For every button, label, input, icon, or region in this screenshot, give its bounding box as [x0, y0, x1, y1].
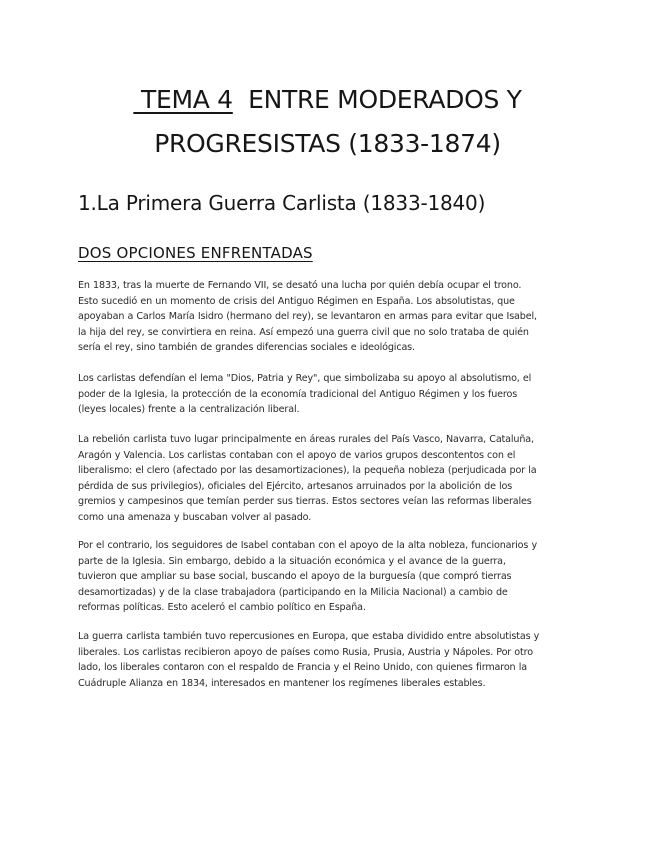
paragraph-line: parte de la Iglesia. Sin embargo, debido a la situación económica y el avance de la guerra, [78, 555, 506, 567]
document-title-text-1: ENTRE MODERADOS Y [232, 85, 522, 114]
paragraph-line: sería el rey, sino también de grandes diferencias sociales e ideológicas. [78, 342, 415, 353]
paragraph-line: Por el contrario, los seguidores de Isabel contaban con el apoyo de la alta nobleza, funcionarios y [78, 540, 537, 551]
paragraph-line: reformas políticas. Esto aceleró el cambio político en España. [78, 602, 366, 613]
paragraph-1 [78, 278, 580, 356]
paragraph-line: la hija del rey, se convirtiera en reina. Así empezó una guerra civil que no solo trataba de quién [78, 326, 529, 338]
paragraph-line: como una amenaza y buscaban volver al pasado. [78, 511, 312, 523]
paragraph-line: liberales. Los carlistas recibieron apoyo de países como Rusia, Prusia, Austria y Nápoles. Por otro [78, 646, 533, 658]
paragraph-line: Aragón y Valencia. Los carlistas contaban con el apoyo de varios grupos descontentos con el [78, 449, 516, 461]
paragraph-line: liberalismo: el clero (afectado por las desamortizaciones), la pequeña nobleza (perjudicada por la [78, 465, 537, 476]
paragraph-line: poder de la Iglesia, la protección de la economía tradicional del Antiguo Régimen y los fueros [78, 388, 518, 400]
document-title-line-2: PROGRESISTAS (1833-1874) [154, 129, 501, 158]
subsection-heading: DOS OPCIONES ENFRENTADAS [78, 244, 313, 262]
paragraph-line: (leyes locales) frente a la centralización liberal. [78, 404, 300, 415]
paragraph-line: apoyaban a Carlos María Isidro (hermano del rey), se levantaron en armas para evitar que Isabel, [78, 311, 537, 322]
paragraph-line: tuvieron que ampliar su base social, buscando el apoyo de la burguesía (que compró tierras [78, 571, 512, 582]
paragraph-line: pérdida de sus privilegios), oficiales del Ejército, artesanos arruinados por la abolición de los [78, 480, 513, 492]
paragraph-line: Los carlistas defendían el lema "Dios, Patria y Rey", que simbolizaba su apoyo al absolutismo, el [78, 373, 532, 384]
paragraph-line: Esto sucedió en un momento de crisis del Antiguo Régimen en España. Los absolutistas, que [78, 295, 515, 307]
paragraph-2 [78, 371, 580, 418]
paragraph-line: En 1833, tras la muerte de Fernando VII, se desató una lucha por quién debía ocupar el trono. [78, 280, 522, 291]
paragraph-line: La guerra carlista también tuvo repercusiones en Europa, que estaba dividido entre absolutistas y [78, 631, 540, 642]
paragraph-line: lado, los liberales contaron con el respaldo de Francia y el Reino Unido, con quienes firmaron la [78, 662, 527, 673]
paragraph-4 [78, 538, 580, 616]
paragraph-line: desamortizadas) y de la clase trabajadora (participando en la Milicia Nacional) a cambio de [78, 586, 508, 598]
section-heading: 1.La Primera Guerra Carlista (1833-1840) [78, 191, 486, 215]
paragraph-line: Cuádruple Alianza en 1834, interesados en mantener los regímenes liberales estables. [78, 677, 486, 689]
paragraph-5 [78, 629, 580, 691]
paragraph-line: gremios y campesinos que temían perder sus tierras. Estos sectores veían las reformas liberales [78, 496, 532, 507]
paragraph-3 [78, 432, 580, 525]
document-title-number: TEMA 4 [133, 85, 233, 114]
paragraph-line: La rebelión carlista tuvo lugar principalmente en áreas rurales del País Vasco, Navarra, Cataluña, [78, 434, 534, 445]
document-title-line-1 [60, 81, 595, 118]
